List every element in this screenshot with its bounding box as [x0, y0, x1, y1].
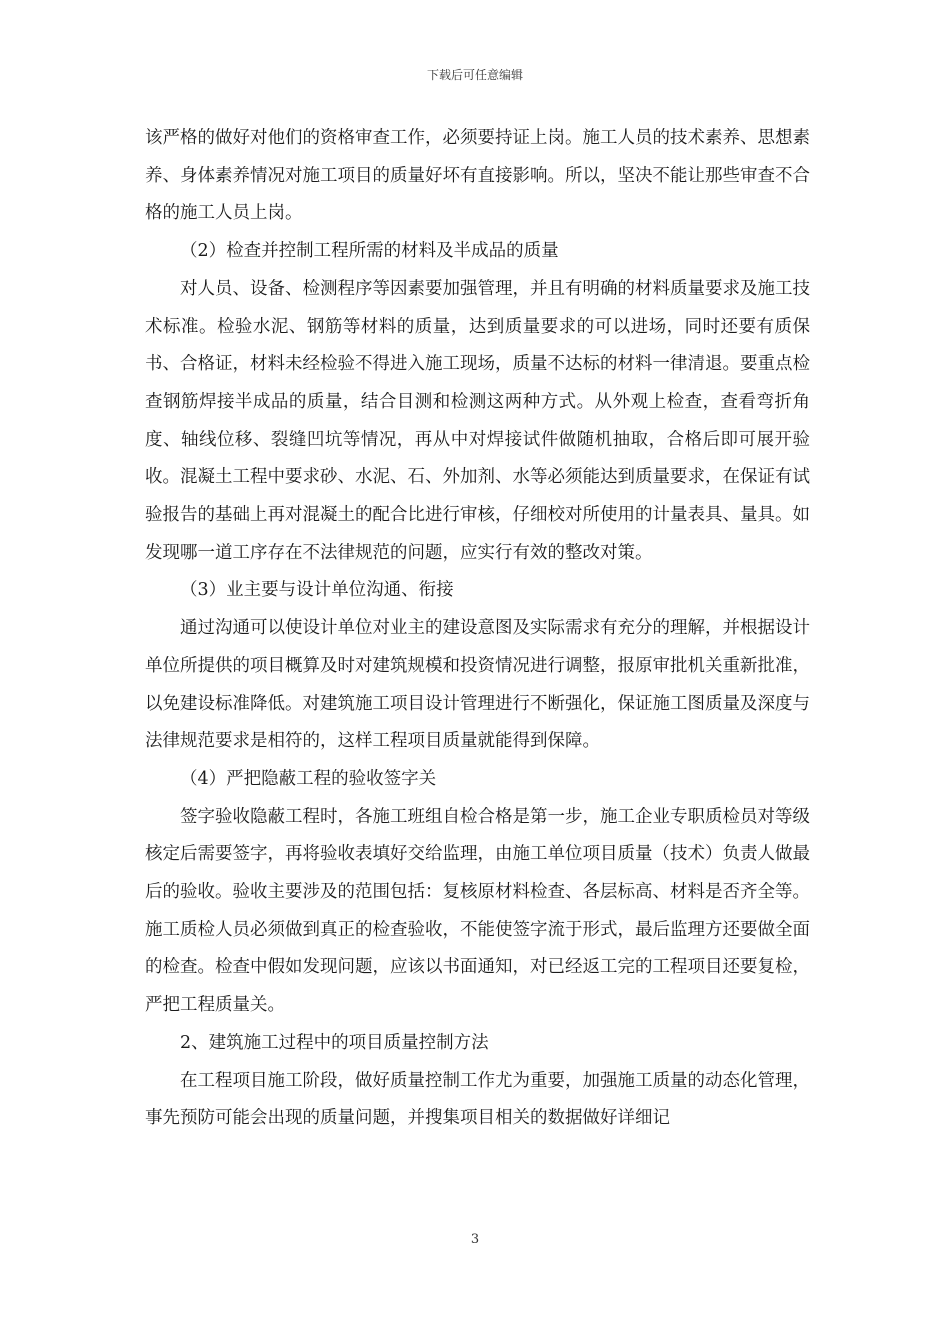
section-heading-4: （4）严把隐蔽工程的验收签字关: [180, 768, 437, 789]
document-body: [145, 120, 810, 1138]
section-heading-3: （3）业主要与设计单位沟通、衔接: [180, 580, 454, 601]
section-heading-methods: 2、建筑施工过程中的项目质量控制方法: [180, 1032, 489, 1053]
paragraph-design-communication: 通过沟通可以使设计单位对业主的建设意图及实际需求有充分的理解，并根据设计单位所提供的项目概算及时对建筑规模和投资情况进行调整，报原审批机关重新批准，以免建设标准降低。对建筑施工项目设计管理进行不断强化，保证施工图质量及深度与法律规范要求是相符的，这样工程项目质量就能得到保障。: [145, 618, 810, 752]
page-number: 3: [470, 1232, 480, 1247]
section-heading-2: （2）检查并控制工程所需的材料及半成品的质量: [180, 241, 559, 262]
paragraph-continuation: 该严格的做好对他们的资格审查工作，必须要持证上岗。施工人员的技术素养、思想素养、身体素养情况对施工项目的质量好坏有直接影响。所以，坚决不能让那些审查不合格的施工人员上岗。: [145, 128, 810, 224]
paragraph-construction-phase: 在工程项目施工阶段，做好质量控制工作尤为重要，加强施工质量的动态化管理，事先预防可能会出现的质量问题，并搜集项目相关的数据做好详细记: [145, 1070, 810, 1129]
paragraph-hidden-works: 签字验收隐蔽工程时，各施工班组自检合格是第一步，施工企业专职质检员对等级核定后需要签字，再将验收表填好交给监理，由施工单位项目质量（技术）负责人做最后的验收。验收主要涉及的范围包括：复核原材料检查、各层标高、材料是否齐全等。施工质检人员必须做到真正的检查验收，不能使签字流于形式，最后监理方还要做全面的检查。检查中假如发现问题，应该以书面通知，对已经返工完的工程项目还要复检，严把工程质量关。: [145, 806, 810, 1016]
page-header: 下载后可任意编辑: [426, 68, 523, 82]
paragraph-materials: 对人员、设备、检测程序等因素要加强管理，并且有明确的材料质量要求及施工技术标准。检验水泥、钢筋等材料的质量，达到质量要求的可以进场，同时还要有质保书、合格证，材料未经检验不得进入施工现场，质量不达标的材料一律清退。要重点检查钢筋焊接半成品的质量，结合目测和检测这两种方式。从外观上检查，查看弯折角度、轴线位移、裂缝凹坑等情况，再从中对焊接试件做随机抽取，合格后即可展开验收。混凝土工程中要求砂、水泥、石、外加剂、水等必须能达到质量要求，在保证有试验报告的基础上再对混凝土的配合比进行审核，仔细校对所使用的计量表具、量具。如发现哪一道工序存在不法律规范的问题，应实行有效的整改对策。: [145, 278, 810, 563]
